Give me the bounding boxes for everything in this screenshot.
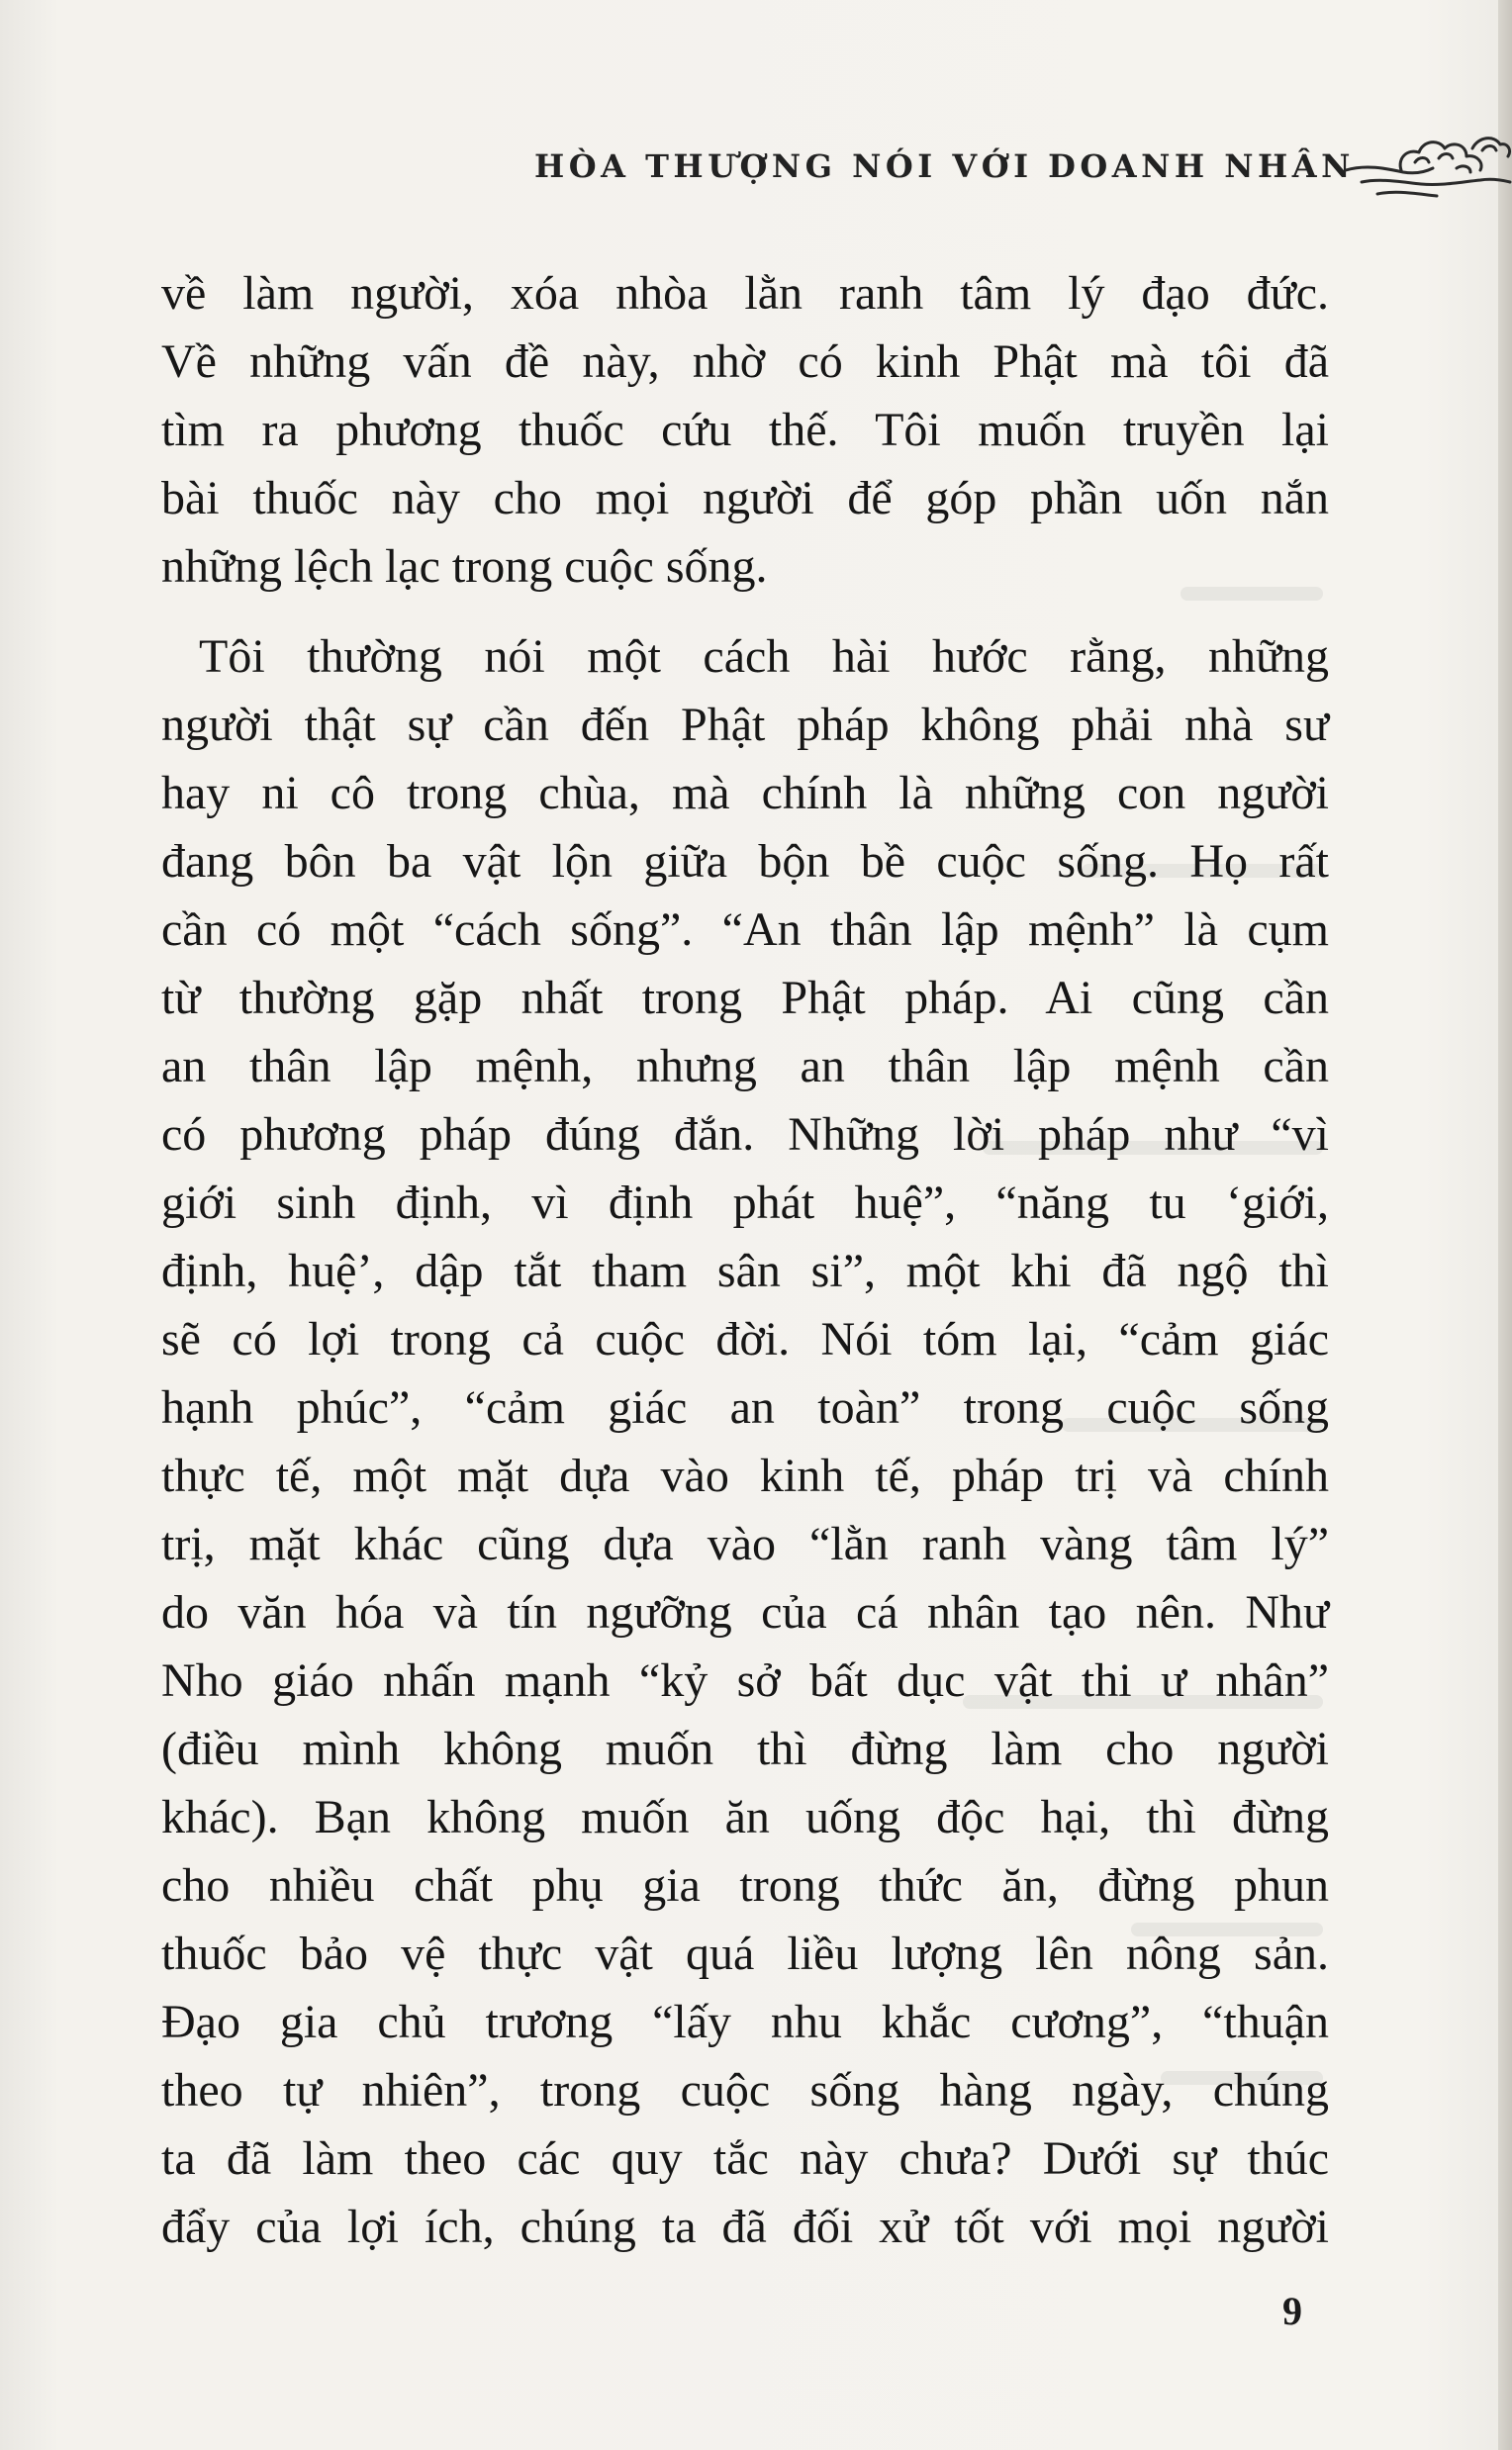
text-line: cần có một “cách sống”. “An thân lập mệnh” là cụm <box>161 903 1329 956</box>
text-line: thực tế, một mặt dựa vào kinh tế, pháp trị và chính <box>161 1450 1329 1502</box>
page-edge-shadow <box>1498 0 1512 2450</box>
text-line: những lệch lạc trong cuộc sống. <box>161 540 768 593</box>
text-line: Nho giáo nhấn mạnh “kỷ sở bất dục vật thi ư nhân” <box>161 1654 1329 1707</box>
text-line: từ thường gặp nhất trong Phật pháp. Ai cũng cần <box>161 972 1329 1024</box>
text-line: hay ni cô trong chùa, mà chính là những con người <box>161 767 1329 819</box>
text-line: trị, mặt khác cũng dựa vào “lằn ranh vàng tâm lý” <box>161 1518 1329 1570</box>
text-line: giới sinh định, vì định phát huệ”, “năng tu ‘giới, <box>161 1177 1329 1229</box>
page-number: 9 <box>1282 2289 1302 2333</box>
text-line: Tôi thường nói một cách hài hước rằng, những <box>199 630 1329 683</box>
text-line: Đạo gia chủ trương “lấy nhu khắc cương”, “thuận <box>161 1996 1329 2048</box>
text-line: Về những vấn đề này, nhờ có kinh Phật mà tôi đã <box>161 335 1329 388</box>
text-line: định, huệ’, dập tắt tham sân si”, một khi đã ngộ thì <box>161 1245 1329 1297</box>
text-line: an thân lập mệnh, nhưng an thân lập mệnh cần <box>161 1040 1329 1092</box>
text-line: (điều mình không muốn thì đừng làm cho người <box>161 1723 1329 1775</box>
running-head-title: HÒA THƯỢNG NÓI VỚI DOANH NHÂN <box>534 147 1355 185</box>
text-line: bài thuốc này cho mọi người để góp phần uốn nắn <box>161 472 1329 524</box>
text-line: về làm người, xóa nhòa lằn ranh tâm lý đạo đức. <box>161 267 1329 320</box>
text-line: cho nhiều chất phụ gia trong thức ăn, đừng phun <box>161 1859 1329 1912</box>
body-text <box>161 259 1329 2261</box>
paragraph <box>161 259 1329 601</box>
paragraph-spacer <box>161 601 1329 622</box>
cloud-ornament-icon <box>1342 111 1512 206</box>
running-header <box>534 137 1355 196</box>
text-line: có phương pháp đúng đắn. Những lời pháp như “vì <box>161 1108 1329 1161</box>
text-line: thuốc bảo vệ thực vật quá liều lượng lên nông sản. <box>161 1928 1329 1980</box>
text-line: ta đã làm theo các quy tắc này chưa? Dưới sự thúc <box>161 2132 1329 2185</box>
text-line: theo tự nhiên”, trong cuộc sống hàng ngày, chúng <box>161 2064 1329 2117</box>
paragraph <box>161 622 1329 2261</box>
text-line: đang bôn ba vật lộn giữa bộn bề cuộc sống. Họ rất <box>161 835 1329 888</box>
text-line: tìm ra phương thuốc cứu thế. Tôi muốn truyền lại <box>161 404 1329 456</box>
text-line: khác). Bạn không muốn ăn uống độc hại, thì đừng <box>161 1791 1329 1843</box>
text-line: sẽ có lợi trong cả cuộc đời. Nói tóm lại, “cảm giác <box>161 1313 1329 1366</box>
text-line: do văn hóa và tín ngưỡng của cá nhân tạo nên. Như <box>161 1586 1329 1639</box>
text-line: đẩy của lợi ích, chúng ta đã đối xử tốt với mọi người <box>161 2201 1329 2253</box>
text-line: hạnh phúc”, “cảm giác an toàn” trong cuộc sống <box>161 1381 1329 1434</box>
text-line: người thật sự cần đến Phật pháp không phải nhà sư <box>161 699 1329 751</box>
